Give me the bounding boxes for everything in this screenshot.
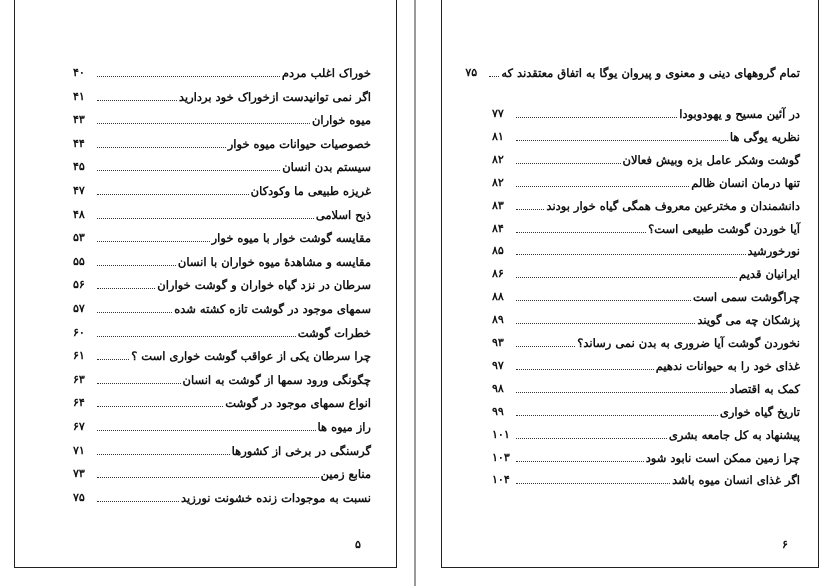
- toc-entry-page-number: ۷۵: [465, 66, 478, 79]
- toc-entry-title: گوشت وشکر عامل بزه وبیش فعالان: [622, 152, 800, 167]
- toc-entry-page-number: ۹۸: [492, 381, 504, 395]
- toc-entry: [492, 290, 800, 304]
- toc-entry-page-number: ۹۹: [492, 404, 504, 418]
- dot-leader: [97, 406, 223, 407]
- toc-entry: [73, 66, 371, 80]
- toc-entry: [73, 444, 371, 458]
- toc-entry-title: غریزه طبیعی ما وکودکان: [250, 184, 371, 198]
- toc-entry-title: ذبح اسلامی: [315, 207, 371, 222]
- toc-entry: [492, 451, 800, 465]
- left-page: [14, 0, 397, 568]
- dot-leader: [516, 461, 644, 462]
- toc-entry-title: مقایسه و مشاهدهٔ میوه خواران با انسان: [177, 254, 371, 269]
- toc-entry-page-number: ۸۳: [492, 198, 504, 212]
- toc-entry: [465, 66, 800, 80]
- dot-leader: [97, 123, 310, 124]
- dot-leader: [516, 254, 746, 255]
- toc-entry: [73, 326, 371, 340]
- toc-entry-page-number: ۵۷: [73, 302, 85, 315]
- toc-entry-page-number: ۴۴: [73, 136, 85, 150]
- toc-entry-page-number: ۴۸: [73, 207, 85, 221]
- toc-entry-title: گرسنگی در برخی از کشورها: [231, 443, 371, 458]
- toc-entry: [73, 420, 371, 434]
- toc-entry: [73, 184, 371, 198]
- toc-entry: [492, 107, 800, 121]
- right-page: [441, 0, 819, 568]
- toc-entry-page-number: ۶۰: [73, 325, 85, 339]
- dot-leader: [489, 76, 499, 77]
- dot-leader: [516, 483, 670, 484]
- toc-entry-page-number: ۸۹: [492, 313, 504, 327]
- toc-entry-title: آیا خوردن گوشت طبیعی است؟: [648, 221, 800, 236]
- dot-leader: [97, 430, 316, 431]
- dot-leader: [516, 438, 667, 439]
- dot-leader: [516, 392, 727, 393]
- dot-leader: [97, 288, 155, 289]
- dot-leader: [97, 501, 179, 502]
- toc-entry-page-number: ۷۱: [73, 443, 85, 457]
- dot-leader: [516, 369, 654, 370]
- toc-entry: [492, 153, 800, 167]
- toc-entry-title: خطرات گوشت: [297, 325, 371, 340]
- toc-entry: [73, 113, 371, 127]
- toc-entry-page-number: ۷۳: [73, 467, 85, 481]
- toc-entry: [492, 313, 800, 327]
- toc-entry: [73, 373, 371, 387]
- dot-leader: [516, 323, 695, 324]
- dot-leader: [516, 277, 737, 278]
- toc-entry-page-number: ۸۱: [492, 129, 504, 143]
- toc-entry-page-number: ۸۲: [492, 175, 504, 189]
- toc-entry-title: ایرانیان قدیم: [739, 267, 800, 282]
- dot-leader: [516, 140, 728, 141]
- toc-entry-title: تمام گروههای دینی و معنوی و پیروان یوگا به اتفاق معتقدند که: [501, 66, 800, 80]
- dot-leader: [516, 209, 544, 210]
- toc-entry-title: میوه خواران: [311, 113, 371, 128]
- toc-entry-title: خوراک اغلب مردم: [281, 66, 371, 80]
- toc-entry: [73, 467, 371, 481]
- toc-entry: [73, 231, 371, 245]
- toc-entry-title: چگونگی ورود سمها از گوشت به انسان: [182, 372, 371, 387]
- toc-entry-title: چراگوشت سمی است: [693, 290, 800, 305]
- dot-leader: [516, 415, 718, 416]
- toc-entry-title: راز میوه ها: [317, 420, 371, 434]
- dot-leader: [97, 194, 249, 195]
- toc-entry: [492, 336, 800, 350]
- dot-leader: [97, 265, 176, 266]
- toc-entry-page-number: ۸۲: [492, 152, 504, 166]
- toc-entry-page-number: ۸۴: [492, 221, 504, 235]
- toc-entry-page-number: ۸۶: [492, 267, 504, 281]
- dot-leader: [516, 232, 646, 233]
- toc-entry: [492, 382, 800, 396]
- toc-entry-page-number: ۸۸: [492, 290, 504, 304]
- toc-entry-title: پیشنهاد به کل جامعه بشری: [668, 427, 800, 442]
- toc-entry: [492, 130, 800, 144]
- toc-entry-title: نخوردن گوشت آیا ضروری به بدن نمی رساند؟: [577, 336, 800, 350]
- toc-entry-title: انواع سمهای موجود در گوشت: [225, 396, 371, 411]
- toc-entry-page-number: ۶۳: [73, 372, 85, 386]
- toc-entry-page-number: ۱۰۳: [492, 450, 510, 464]
- toc-entry-page-number: ۹۳: [492, 336, 504, 349]
- dot-leader: [97, 454, 230, 455]
- toc-entry-title: نورخورشید: [747, 244, 800, 259]
- toc-entry-page-number: ۶۷: [73, 420, 85, 433]
- dot-leader: [97, 336, 296, 337]
- toc-entry: [73, 302, 371, 316]
- toc-entry-title: چرا زمین ممکن است نابود شود: [645, 450, 800, 465]
- dot-leader: [97, 76, 280, 77]
- dot-leader: [516, 186, 689, 187]
- toc-entry-page-number: ۵۳: [73, 231, 85, 245]
- toc-entry: [492, 199, 800, 213]
- toc-entry: [73, 208, 371, 222]
- toc-entry-page-number: ۶۴: [73, 396, 85, 410]
- dot-leader: [516, 346, 575, 347]
- toc-entry-title: نظریه یوگی ها: [729, 129, 800, 144]
- toc-entry-title: نسبت به موجودات زنده خشونت نورزید: [180, 490, 371, 505]
- toc-entry: [73, 255, 371, 269]
- toc-entry-title: تاریخ گیاه خواری: [719, 404, 800, 419]
- toc-entry-page-number: ۴۳: [73, 113, 85, 127]
- toc-entry: [492, 428, 800, 442]
- toc-entry-title: در آئین مسیح و یهودوبودا: [679, 107, 800, 121]
- dot-leader: [97, 218, 314, 219]
- toc-entry-title: غذای خود را به حیوانات ندهیم: [655, 358, 800, 373]
- dot-leader: [97, 312, 172, 313]
- book-spine: [414, 0, 416, 586]
- toc-entry: [73, 278, 371, 292]
- toc-entry-title: منابع زمین: [320, 467, 371, 482]
- toc-entry: [73, 349, 371, 363]
- toc-entry-page-number: ۷۵: [73, 490, 85, 504]
- toc-entry-title: کمک به اقتصاد: [729, 381, 800, 396]
- toc-entry-title: سیستم بدن انسان: [282, 160, 371, 175]
- dot-leader: [516, 117, 677, 118]
- toc-entry-page-number: ۴۷: [73, 184, 85, 197]
- dot-leader: [97, 100, 177, 101]
- toc-entry-page-number: ۵۵: [73, 254, 85, 268]
- toc-entry-title: اگر نمی توانیدست ازخوراک خود بردارید: [178, 89, 371, 104]
- toc-entry-page-number: ۶۱: [73, 349, 85, 363]
- toc-entry: [492, 176, 800, 190]
- toc-entry-page-number: ۴۵: [73, 160, 85, 174]
- toc-list-left: [15, 0, 396, 567]
- toc-entry: [73, 160, 371, 174]
- toc-entry-title: مقایسه گوشت خوار با میوه خوار: [211, 231, 371, 246]
- toc-entry: [73, 137, 371, 151]
- toc-entry-page-number: ۴۱: [73, 89, 85, 103]
- dot-leader: [97, 477, 319, 478]
- dot-leader: [97, 241, 210, 242]
- page-number-right: ۶: [782, 538, 788, 551]
- toc-entry-page-number: ۹۷: [492, 358, 504, 372]
- dot-leader: [97, 147, 226, 148]
- toc-entry: [73, 90, 371, 104]
- dot-leader: [97, 170, 280, 171]
- toc-entry-title: خصوصیات حیوانات میوه خوار: [227, 136, 371, 151]
- toc-entry-title: دانشمندان و مخترعین معروف همگی گیاه خوار بودند: [546, 198, 800, 213]
- toc-entry-page-number: ۴۰: [73, 66, 85, 79]
- toc-entry-page-number: ۵۶: [73, 278, 85, 292]
- toc-entry-title: سرطان در نزد گیاه خواران و گوشت خواران: [157, 278, 371, 293]
- toc-entry-title: پزشکان چه می گویند: [697, 313, 800, 328]
- toc-entry: [492, 359, 800, 373]
- toc-entry: [492, 244, 800, 258]
- dot-leader: [516, 300, 691, 301]
- dot-leader: [97, 383, 181, 384]
- toc-entry-page-number: ۱۰۱: [492, 427, 510, 441]
- toc-entry: [492, 267, 800, 281]
- toc-entry: [492, 405, 800, 419]
- toc-list-right: [442, 0, 818, 567]
- toc-entry: [73, 491, 371, 505]
- dot-leader: [516, 163, 621, 164]
- toc-entry-title: اگر غذای انسان میوه باشد: [672, 473, 800, 488]
- dot-leader: [97, 359, 129, 360]
- toc-entry-title: تنها درمان انسان ظالم: [691, 175, 800, 190]
- toc-entry-title: چرا سرطان یکی از عواقب گوشت خواری است ؟: [131, 349, 371, 364]
- toc-entry: [492, 473, 800, 487]
- toc-entry-page-number: ۱۰۴: [492, 473, 510, 487]
- toc-entry-title: سمهای موجود در گوشت تازه کشته شده: [174, 302, 371, 316]
- toc-entry: [73, 396, 371, 410]
- toc-entry-page-number: ۷۷: [492, 107, 504, 120]
- toc-entry: [492, 222, 800, 236]
- toc-entry-page-number: ۸۵: [492, 244, 504, 258]
- page-number-left: ۵: [355, 538, 361, 551]
